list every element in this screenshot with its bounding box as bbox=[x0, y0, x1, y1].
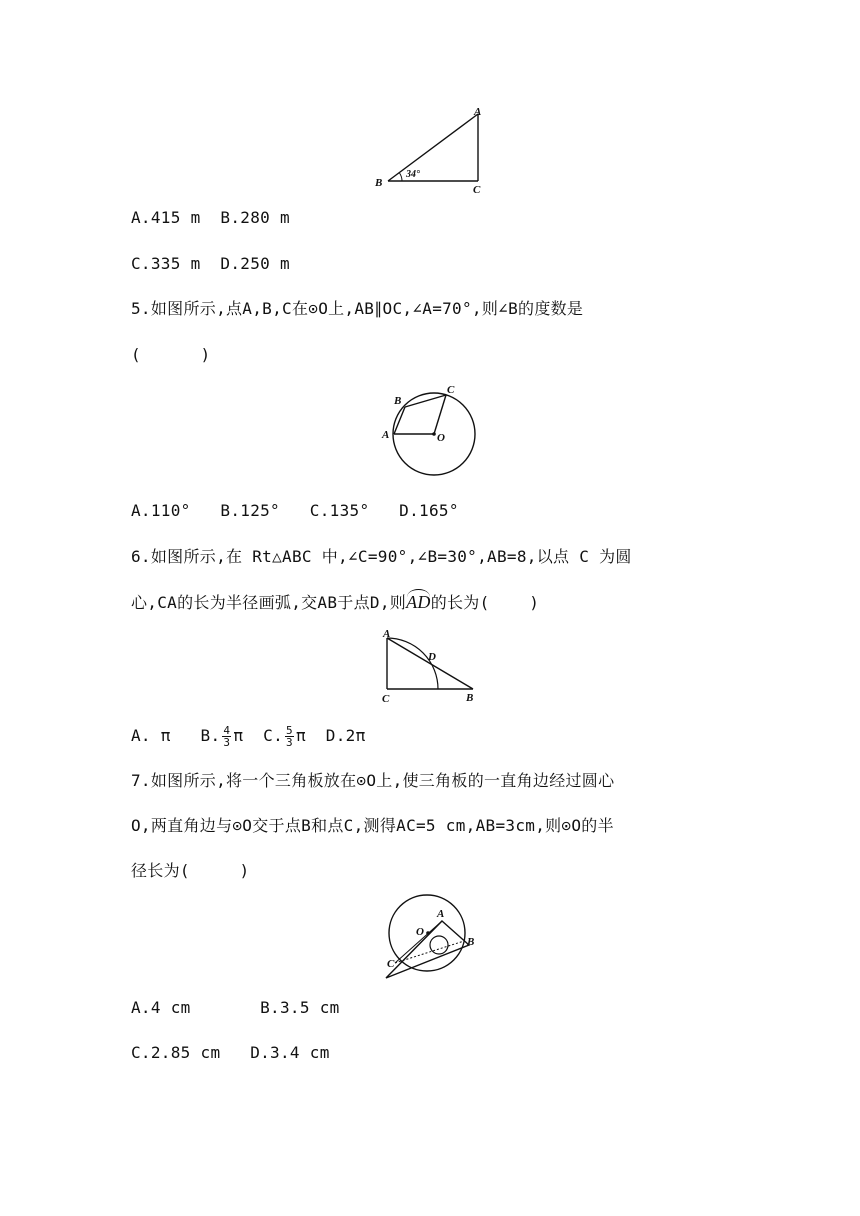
figure-circle-triangle-q7 bbox=[380, 893, 490, 988]
label-b: B bbox=[466, 692, 474, 704]
figure-triangle-arc-q6 bbox=[378, 628, 482, 708]
figure-circle-q5 bbox=[378, 380, 482, 480]
label-b: B bbox=[467, 936, 475, 948]
label-c: C bbox=[387, 958, 395, 970]
label-o: O bbox=[437, 432, 445, 444]
label-c: C bbox=[447, 384, 455, 396]
q4-options-line2: C.335 m D.250 m bbox=[131, 254, 290, 273]
q5-stem-line2: ( ) bbox=[131, 345, 211, 364]
label-c: C bbox=[473, 184, 481, 196]
label-a: A bbox=[437, 908, 445, 920]
angle-label: 34° bbox=[406, 169, 420, 180]
q6-options: A. π B. $\frac{4}{3}$ π C. $\frac{5}{3}$ π D.2π bbox=[131, 724, 366, 749]
fraction-4-3: $\frac{4}{3}$ bbox=[223, 724, 231, 749]
label-b: B bbox=[375, 177, 383, 189]
q7-stem-line1: 7.如图所示,将一个三角板放在⊙O上,使三角板的一直角边经过圆心 bbox=[131, 771, 615, 790]
q7-options-line2: C.2.85 cm D.3.4 cm bbox=[131, 1043, 330, 1062]
figure-right-triangle bbox=[370, 100, 490, 200]
q4-options-line1: A.415 m B.280 m bbox=[131, 208, 290, 227]
q6-stem-line2: 心,CA的长为半径画弧,交AB于点D,则AD的长为( ) bbox=[131, 592, 540, 612]
q5-stem-line1: 5.如图所示,点A,B,C在⊙O上,AB∥OC,∠A=70°,则∠B的度数是 bbox=[131, 299, 584, 318]
fraction-5-3: $\frac{5}{3}$ bbox=[286, 724, 293, 749]
label-b: B bbox=[394, 395, 402, 407]
q7-stem-line3: 径长为( ) bbox=[131, 861, 250, 880]
q7-stem-line2: O,两直角边与⊙O交于点B和点C,测得AC=5 cm,AB=3cm,则⊙O的半 bbox=[131, 816, 614, 835]
label-o: O bbox=[416, 926, 424, 938]
label-a: A bbox=[474, 106, 482, 118]
label-d: D bbox=[428, 651, 436, 663]
label-c: C bbox=[382, 693, 390, 705]
q7-options-line1: A.4 cm B.3.5 cm bbox=[131, 998, 340, 1017]
label-a: A bbox=[383, 628, 391, 640]
q5-options: A.110° B.125° C.135° D.165° bbox=[131, 501, 459, 520]
arc-ad: AD bbox=[406, 592, 431, 612]
label-a: A bbox=[382, 429, 390, 441]
q6-stem-line1: 6.如图所示,在 Rt△ABC 中,∠C=90°,∠B=30°,AB=8,以点 C 为圆 bbox=[131, 547, 632, 566]
